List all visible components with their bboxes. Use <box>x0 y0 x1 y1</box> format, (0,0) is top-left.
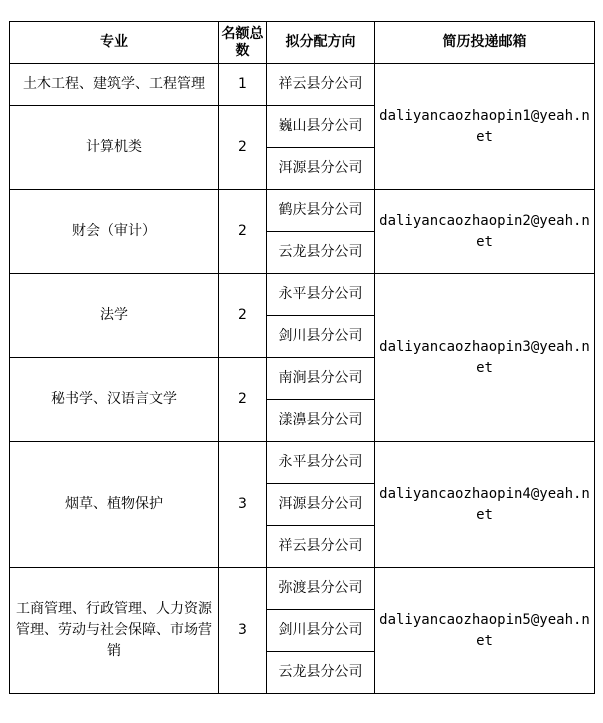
direction-cell: 永平县分公司 <box>267 442 375 484</box>
table-row <box>10 568 595 610</box>
major-cell: 秘书学、汉语言文学 <box>10 358 219 442</box>
direction-cell: 永平县分公司 <box>267 274 375 316</box>
count-cell: 2 <box>219 358 267 442</box>
recruitment-table <box>9 21 595 694</box>
direction-cell: 洱源县分公司 <box>267 148 375 190</box>
header-major: 专业 <box>10 22 219 64</box>
major-cell: 工商管理、行政管理、人力资源管理、劳动与社会保障、市场营销 <box>10 568 219 694</box>
direction-cell: 云龙县分公司 <box>267 232 375 274</box>
count-cell: 2 <box>219 274 267 358</box>
direction-cell: 祥云县分公司 <box>267 64 375 106</box>
major-cell: 财会（审计） <box>10 190 219 274</box>
direction-cell: 剑川县分公司 <box>267 610 375 652</box>
direction-cell: 祥云县分公司 <box>267 526 375 568</box>
email-cell: daliyancaozhaopin4@yeah.net <box>375 442 595 568</box>
count-cell: 1 <box>219 64 267 106</box>
count-cell: 3 <box>219 568 267 694</box>
header-count: 名额总数 <box>219 22 267 64</box>
table-row <box>10 442 595 484</box>
header-direction: 拟分配方向 <box>267 22 375 64</box>
count-cell: 2 <box>219 106 267 190</box>
major-cell: 土木工程、建筑学、工程管理 <box>10 64 219 106</box>
direction-cell: 巍山县分公司 <box>267 106 375 148</box>
email-cell: daliyancaozhaopin3@yeah.net <box>375 274 595 442</box>
direction-cell: 洱源县分公司 <box>267 484 375 526</box>
table-header-row <box>10 22 595 64</box>
direction-cell: 鹤庆县分公司 <box>267 190 375 232</box>
direction-cell: 云龙县分公司 <box>267 652 375 694</box>
email-cell: daliyancaozhaopin2@yeah.net <box>375 190 595 274</box>
direction-cell: 漾濞县分公司 <box>267 400 375 442</box>
direction-cell: 南涧县分公司 <box>267 358 375 400</box>
header-email: 简历投递邮箱 <box>375 22 595 64</box>
count-cell: 3 <box>219 442 267 568</box>
table-row <box>10 274 595 316</box>
email-cell: daliyancaozhaopin5@yeah.net <box>375 568 595 694</box>
major-cell: 计算机类 <box>10 106 219 190</box>
direction-cell: 弥渡县分公司 <box>267 568 375 610</box>
table-row <box>10 190 595 232</box>
table-row <box>10 64 595 106</box>
major-cell: 烟草、植物保护 <box>10 442 219 568</box>
direction-cell: 剑川县分公司 <box>267 316 375 358</box>
major-cell: 法学 <box>10 274 219 358</box>
email-cell: daliyancaozhaopin1@yeah.net <box>375 64 595 190</box>
count-cell: 2 <box>219 190 267 274</box>
